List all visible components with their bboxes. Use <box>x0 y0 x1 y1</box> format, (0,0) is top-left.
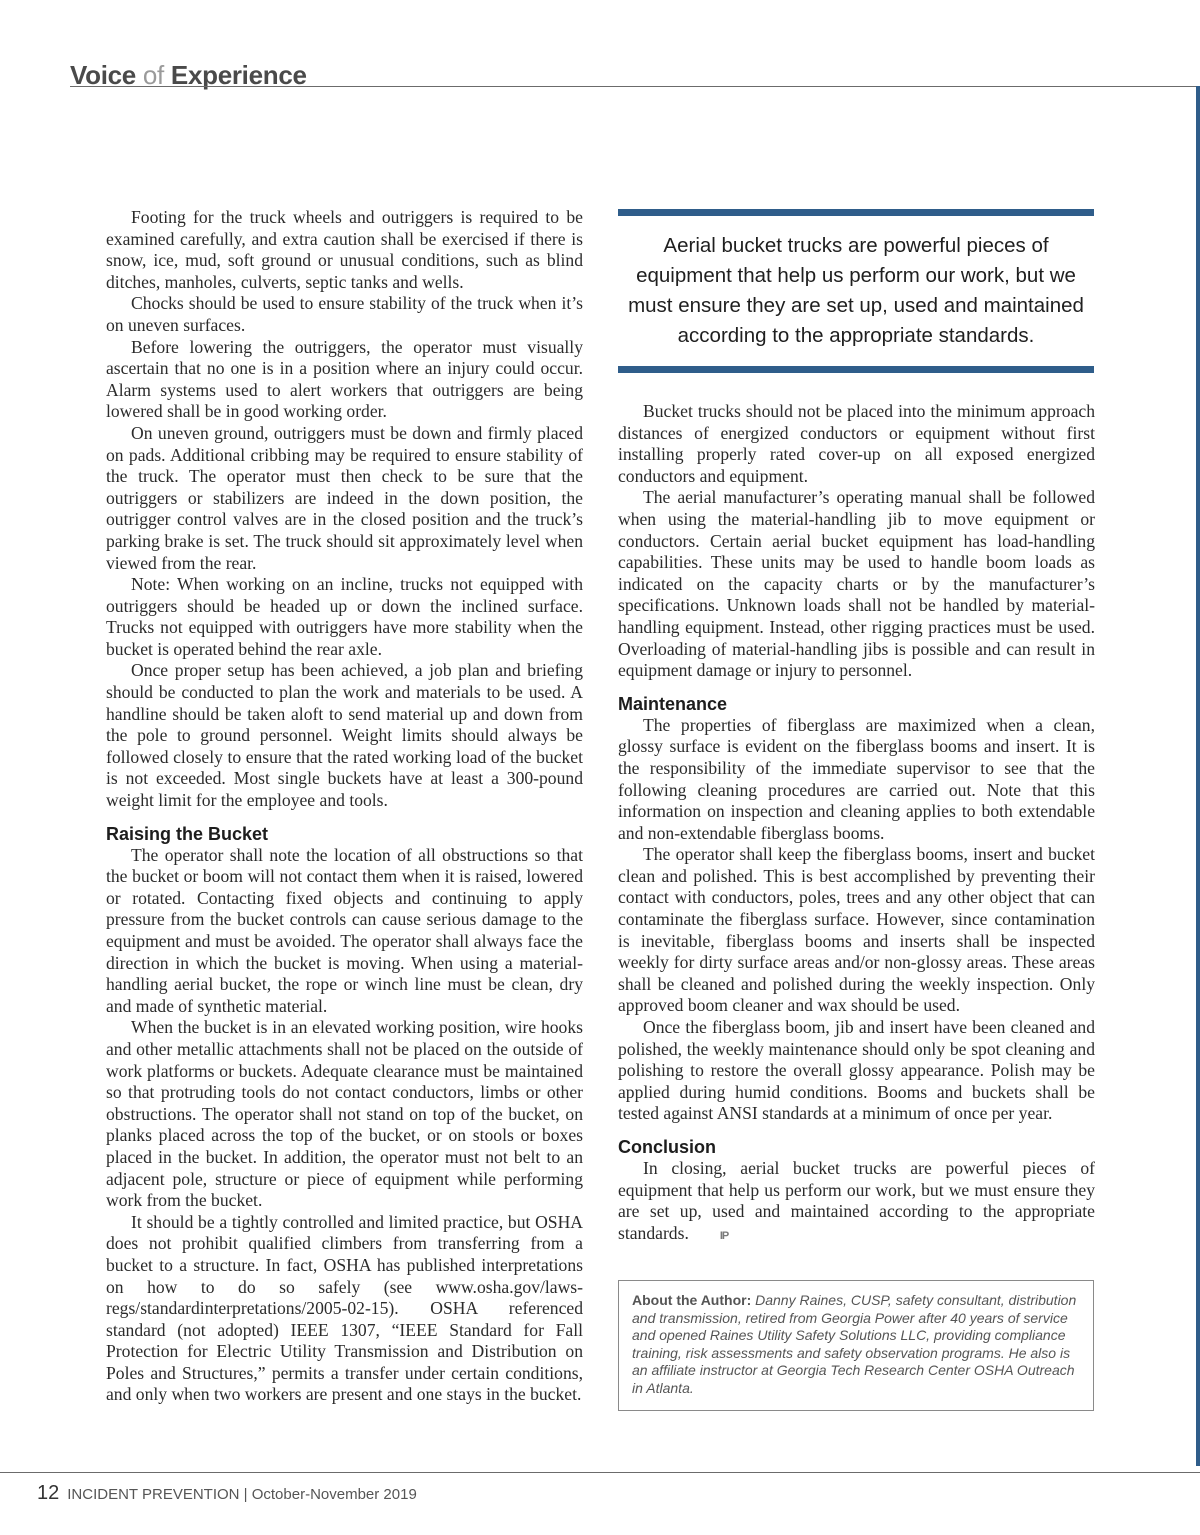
left-paragraph-uneven-ground: On uneven ground, outriggers must be down and firmly placed on pads. Additional cribbing may be required to ensure stability of the truck. The operator must then check to be sure that the outriggers or stabilizers are indeed in the down position, the outrigger control valves are in the closed position and the truck’s parking brake is set. The truck should sit approximately level when viewed from the rear. <box>106 422 583 573</box>
pull-quote-text: Aerial bucket trucks are powerful pieces of equipment that help us perform our work, but we must ensure they are set up, used and maintained according to the appropriate standards. <box>628 234 1084 347</box>
left-paragraph-job-plan: Once proper setup has been achieved, a job plan and briefing should be conducted to plan the work and materials to be used. A handline should be taken aloft to send material up and down from the pole to ground personnel. Weight limits should always be followed closely to ensure that the rated working load of the bucket is not exceeded. Most single buckets have at least a 300-pound weight limit for the employee and tools. <box>106 660 583 811</box>
footer-divider <box>0 1472 1200 1473</box>
page-footer <box>37 1482 417 1505</box>
right-paragraph-weekly-maintenance: Once the fiberglass boom, jib and insert have been cleaned and polished, the weekly maintenance should only be spot cleaning and polishing to restore the overall glossy appearance. Polish may be applied during humid conditions. Booms and buckets shall be tested against ANSI standards at a minimum of once per year. <box>618 1017 1095 1124</box>
header-accent-bar <box>1196 86 1200 1466</box>
left-paragraph-elevated-position: When the bucket is in an elevated working position, wire hooks and other metallic attachments shall not be placed on the outside of work platforms or buckets. Adequate clearance must be maintained so that protruding tools do not contact conductors, limbs or other obstructions. The operator shall not stand on top of the bucket, on planks placed across the top of the bucket, or on stools or boxes placed in the bucket. In addition, the operator must not belt to an adjacent pole, structure or piece of equipment while performing work from the bucket. <box>106 1017 583 1211</box>
right-paragraph-closing <box>618 1158 1095 1247</box>
about-author-bio: Danny Raines, CUSP, safety consultant, distribution and transmission, retired from Georgia Power after 40 years of service and opened Raines Utility Safety Solutions LLC, providing compliance training, risk assessments and safety observation programs. He also is an affiliate instructor at Georgia Tech Research Center OSHA Outreach in Atlanta. <box>632 1292 1077 1396</box>
right-paragraph-operating-manual: The aerial manufacturer’s operating manual shall be followed when using the material-handling jib to move equipment or conductors. Certain aerial bucket equipment has load-handling capabilities. These units may be used to handle boom loads as indicated on the capacity charts or by the manufacturer’s specifications. Unknown loads shall not be handled by material-handling equipment. Instead, other rigging practices must be used. Overloading of material-handling jibs is possible and can result in equipment damage or injury to personnel. <box>618 487 1095 681</box>
heading-maintenance: Maintenance <box>618 693 728 714</box>
section-title-experience: Experience <box>170 60 307 90</box>
section-title-of: of <box>142 60 164 90</box>
about-the-author-box <box>618 1280 1094 1411</box>
right-paragraph-fiberglass-properties: The properties of fiberglass are maximized when a clean, glossy surface is evident on the fiberglass booms and insert. It is the responsibility of the immediate supervisor to see that the following cleaning procedures are carried out. Note that this information on inspection and cleaning applies to both extendable and non-extendable fiberglass booms. <box>618 714 1095 843</box>
closing-text: In closing, aerial bucket trucks are powerful pieces of equipment that help us perform our work, but we must ensure they are set up, used and maintained according to the appropriate standards. <box>618 1158 1095 1243</box>
left-paragraph-incline-note: Note: When working on an incline, trucks not equipped with outriggers should be headed up or down the inclined surface. Trucks not equipped with outriggers have more stability when the bucket is operated behind the rear axle. <box>106 574 583 659</box>
section-title-voice: Voice <box>70 60 136 90</box>
heading-conclusion: Conclusion <box>618 1137 716 1157</box>
heading-raising-the-bucket: Raising the Bucket <box>106 823 269 844</box>
pull-quote <box>618 209 1094 373</box>
publication-info: INCIDENT PREVENTION | October-November 2019 <box>67 1486 417 1503</box>
header-divider <box>70 86 1200 87</box>
left-paragraph-chocks: Chocks should be used to ensure stability of the truck when it’s on uneven surfaces. <box>106 293 583 335</box>
left-paragraph-obstructions: The operator shall note the location of all obstructions so that the bucket or boom will not contact them when it is raised, lowered or rotated. Contacting fixed objects and continuing to apply pressure from the bucket controls can cause serious damage to the equipment and must be avoided. The operator shall always face the direction in which the bucket is moving. When using a material-handling aerial bucket, the rope or winch line must be clean, dry and made of synthetic material. <box>106 844 583 1016</box>
right-paragraph-keep-clean: The operator shall keep the fiberglass booms, insert and bucket clean and polished. This is best accomplished by preventing their contact with conductors, poles, trees and any other object that can contaminate the fiberglass surface. However, since contamination is inevitable, fiberglass booms and inserts shall be inspected weekly for dirty surface areas and/or non-glossy areas. These areas shall be cleaned and polished during the weekly inspection. Only approved boom cleaner and wax should be used. <box>618 844 1095 1016</box>
left-paragraph-lowering-outriggers: Before lowering the outriggers, the operator must visually ascertain that no one is in a position where an injury could occur. Alarm systems used to alert workers that outriggers are being lowered shall be in good working order. <box>106 336 583 422</box>
left-paragraph-osha-transfer: It should be a tightly controlled and limited practice, but OSHA does not prohibit qualified climbers from transferring from a bucket to a structure. In fact, OSHA has published interpretations on how to do so safely (see www.osha.gov/laws-regs/standardinterpretations/2005-02-15). OSHA referenced standard (not adopted) IEEE 1307, “IEEE Standard for Fall Protection for Electric Utility Transmission and Distribution on Poles and Structures,” permits a transfer under certain conditions, and only when two workers are present and one stays in the bucket. <box>106 1211 583 1405</box>
page-number: 12 <box>37 1482 60 1504</box>
right-column <box>618 401 1095 1247</box>
about-author-label: About the Author: <box>632 1292 752 1308</box>
left-column <box>106 207 583 1406</box>
end-mark-icon: IP <box>719 1229 729 1242</box>
right-paragraph-approach-distances: Bucket trucks should not be placed into the minimum approach distances of energized conductors or equipment without first installing properly rated cover-up on all exposed energized conductors and equipment. <box>618 401 1095 486</box>
left-paragraph-footing: Footing for the truck wheels and outriggers is required to be examined carefully, and extra caution shall be exercised if there is snow, ice, mud, soft ground or unusual conditions, such as blind ditches, manholes, culverts, septic tanks and wells. <box>106 207 583 292</box>
